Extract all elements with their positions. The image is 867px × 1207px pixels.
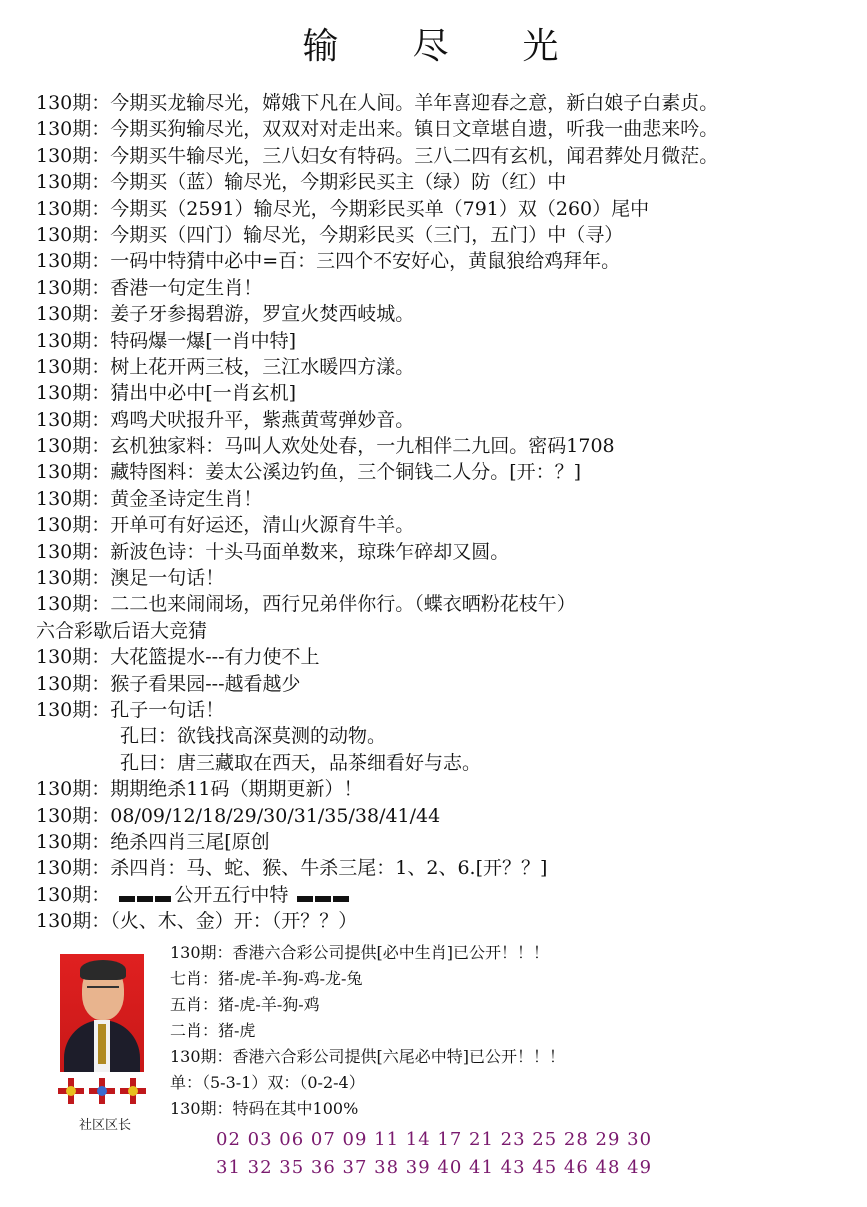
text-line: 130期：（火、木、金）开：（开？？） [36,910,358,933]
number-row: 31 32 35 36 37 38 39 40 41 43 45 46 48 49 [216,1157,653,1178]
page-title [0,18,867,69]
portrait-photo [60,954,144,1072]
text-line: 130期：香港六合彩公司提供[六尾必中特]已公开！！！ [170,1047,566,1066]
title-char-1: 输 [302,26,345,67]
medal-icon [120,1078,146,1104]
text-line: 130期：特码在其中100% [170,1099,359,1118]
text-line: 130期：树上花开两三枝，三江水暖四方漾。 [36,355,415,378]
text-line: 130期：一码中特猜中必中=百：三四个不安好心，黄鼠狼给鸡拜年。 [36,250,621,273]
text-line: 130期：孔子一句话！ [36,698,225,721]
number-grid [216,1126,652,1182]
text-line: 130期：08/09/12/18/29/30/31/35/38/41/44 [36,804,441,827]
text-line: 130期：姜子牙参揭碧游，罗宣火焚西岐城。 [36,303,415,326]
medals [56,1076,154,1118]
text-line: 130期：今期买（2591）输尽光，今期彩民买单（791）双（260）尾中 [36,197,650,220]
section-heading: 六合彩歇后语大竞猜 [36,619,208,642]
profile-block [56,954,154,1133]
text-line: 130期：香港一句定生肖！ [36,276,263,299]
photo-caption: 社区区长 [78,1118,131,1133]
wuxing-text: 公开五行中特 [174,883,289,906]
text-line: 130期：藏特图料：姜太公溪边钓鱼，三个铜钱二人分。[开：？] [36,461,582,484]
text-line: 130期：今期买（蓝）输尽光，今期彩民买主（绿）防（红）中 [36,171,567,194]
text-line: 孔曰：唐三藏取在西天，品茶细看好与志。 [120,751,482,774]
trigram-icon [118,883,172,909]
text-line: 130期：今期买牛输尽光，三八妇女有特码。三八二四有玄机，闻君葬处月微茫。 [36,144,719,167]
title-char-2: 尽 [412,26,455,67]
content-lines [36,90,856,935]
wuxing-prefix: 130期： [36,883,111,906]
text-line: 130期：绝杀四肖三尾[原创 [36,830,270,853]
text-line: 二肖：猪-虎 [170,1021,256,1040]
text-line: 130期：大花篮提水---有力使不上 [36,646,320,669]
medal-icon [58,1078,84,1104]
number-row: 02 03 06 07 09 11 14 17 21 23 25 28 29 30 [216,1129,653,1150]
text-line: 五肖：猪-虎-羊-狗-鸡 [170,995,320,1014]
text-line: 130期：香港六合彩公司提供[必中生肖]已公开！！！ [170,943,550,962]
text-line: 130期：猜出中必中[一肖玄机] [36,382,297,405]
text-line: 七肖：猪-虎-羊-狗-鸡-龙-兔 [170,969,363,988]
text-line: 130期：澳足一句话！ [36,567,225,590]
text-line: 130期：杀四肖：马、蛇、猴、牛杀三尾：1、2、6.[开？？] [36,857,548,880]
text-line: 130期：今期买龙输尽光，嫦娥下凡在人间。羊年喜迎春之意，新白娘子白素贞。 [36,92,719,114]
text-line: 130期：今期买（四门）输尽光，今期彩民买（三门，五门）中（寻） [36,223,624,246]
text-line: 130期：鸡鸣犬吠报升平，紫燕黄莺弹妙音。 [36,408,415,431]
text-line: 单：（5-3-1）双：（0-2-4） [170,1073,365,1092]
title-char-3: 光 [522,26,565,67]
text-line: 130期：期期绝杀11码（期期更新）！ [36,778,363,801]
text-line: 孔曰：欲钱找高深莫测的动物。 [120,725,387,748]
prediction-block [170,940,565,1122]
text-line: 130期：二二也来闹闹场，西行兄弟伴你行。（蝶衣晒粉花枝午） [36,593,576,616]
text-line: 130期：黄金圣诗定生肖！ [36,487,263,510]
text-line: 130期：玄机独家料：马叫人欢处处春，一九相伴二九回。密码1708 [36,435,615,458]
text-line: 130期：今期买狗输尽光，双双对对走出来。镇日文章堪自遗，听我一曲悲来吟。 [36,118,719,141]
text-line: 130期：开单可有好运还，清山火源育牛羊。 [36,514,415,537]
text-line: 130期：猴子看果园---越看越少 [36,672,301,695]
trigram-icon [296,883,350,909]
text-line: 130期：特码爆一爆[一肖中特] [36,329,297,352]
wuxing-line [36,882,856,908]
text-line: 130期：新波色诗：十头马面单数来，琼珠乍碎却又圆。 [36,540,510,563]
medal-icon [89,1078,115,1104]
